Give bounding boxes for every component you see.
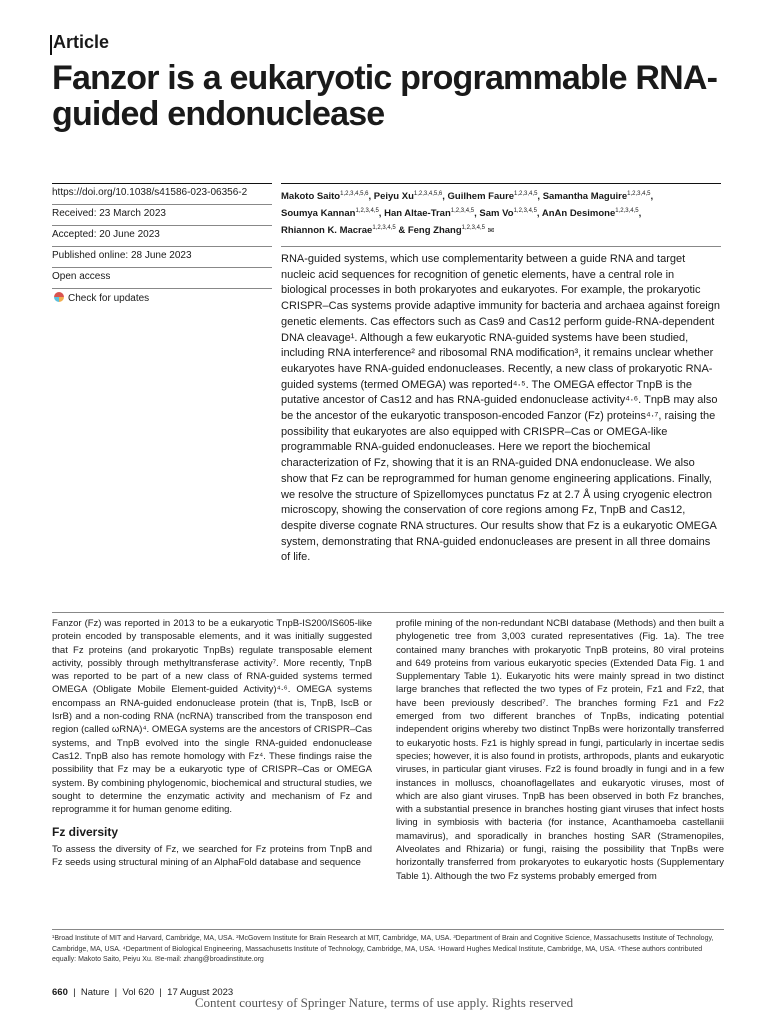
issue-date: 17 August 2023	[167, 987, 234, 998]
intro-paragraph: Fanzor (Fz) was reported in 2013 to be a eukaryotic TnpB-IS200/IS605-like protein encoded by transposable elements, and it was initially suggested that Fz proteins (and prokaryotic TnpBs) regulate transposable element activity, possibly through methyltransferase activity⁷. More recently, TnpB was reported to be part of a new class of RNA-guided systems termed OMEGA (Obligate Mobile Element-guided Activity)⁴·⁶. OMEGA systems encompass an RNA-guided endonuclease protein (that is, TnpB, IscB or IsrB) and a non-coding RNA (ncRNA) transcribed from the transposon end region (called ωRNA)⁴. OMEGA systems are the ancestors of CRISPR–Cas systems, and TnpB evolved into the single RNA-guided endonuclease Cas12. TnpB also has remote homology with Fz⁴. These findings raise the possibility that Fz may be a eukaryotic type of CRISPR–Cas or OMEGA system. By combining phylogenomic, biochemical and structural studies, we sought to determine the enzymatic activity and mechanism of Fz and reprogramme it for human genome editing.	[52, 618, 372, 816]
author[interactable]: Han Altae-Tran$^{1,2,3,4,5}$	[384, 208, 475, 220]
body-divider	[52, 612, 724, 613]
author[interactable]: Peiyu Xu$^{1,2,3,4,5,6}$	[373, 191, 443, 203]
article-label-rule	[50, 35, 52, 55]
affiliations-footnote: ¹Broad Institute of MIT and Harvard, Cambridge, MA, USA. ²McGovern Institute for Brain Research at MIT, Cambridge, MA, USA. ³Department of Brain and Cognitive Science, Massachusetts Institute of Technology, Cambridge, MA, USA. ⁴Department of Biological Engineering, Massachusetts Institute of Technology, Cambridge, MA, USA. ⁵Howard Hughes Medical Institute, Cambridge, MA, USA. ⁶These authors contributed equally: Makoto Saito, Peiyu Xu. ✉e-mail: zhang@broadinstitute.org	[52, 929, 724, 966]
section-heading: Fz diversity	[52, 825, 119, 840]
body-paragraph: profile mining of the non-redundant NCBI database (Methods) and then built a phylogenetic tree from 3,003 curated representatives (Fig. 1a). The tree contained many branches with prokaryotic TnpB proteins, 80 viral proteins and 649 proteins from various eukaryotic species (Extended Data Fig. 1 and Supplementary Table 1). Eukaryotic hits were mainly spread in two distinct large branches that reflected the two types of Fz protein, Fz1 and Fz2, that have been previously described⁷. The branches forming Fz1 and Fz2 emerged from two different branches of TnpBs, indicating potential independent origins whereby two distinct TnpBs were horizontally transferred to eukaryotic hosts. Fz1 is highly spread in fungi, particularly in incertae sedis species; however, it is also found in protists, arthropods, plants and eukaryotic viruses, in particular giant viruses. Fz2 is found broadly in fungi and in a few instances in molluscs, choanoflagellates and eukaryotic viruses, most of which are also giant viruses. TnpB has been observed in both Fz branches, with a substantial presence in branches hosting giant viruses that infect hosts living in symbiosis with bacteria (for instance, Acanthamoeba castellanii mamavirus), and sporadically in branches hosting SAR (Stramenopiles, Alveolates and Rhizaria) or fungi, raising the possibility that TnpBs were horizontally transferred from prokaryotes to eukaryotic hosts (Supplementary Table 1). Although the two Fz systems probably emerged from	[396, 618, 724, 882]
courtesy-watermark: Content courtesy of Springer Nature, terms of use apply. Rights reserved	[194, 995, 574, 1010]
author-list: Makoto Saito$^{1,2,3,4,5,6}$, Peiyu Xu$^{1,2,3,4,5,6}$, Guilhem Faure$^{1,2,3,4,5}$, Samantha Maguire$^{1,2,3,4,5}$, Soumya Kannan$^{1,2,3,4,5}$, Han Altae-Tran$^{1,2,3,4,5}$, Sam Vo$^{1,2,3,4,5}$, AnAn Desimone$^{1,2,3,4,5}$, Rhiannon K. Macrae$^{1,2,3,4,5}$ & Feng Zhang$^{1,2,3,4,5}$ ✉	[281, 183, 721, 238]
author[interactable]: Sam Vo$^{1,2,3,4,5}$	[479, 208, 537, 220]
author[interactable]: Feng Zhang$^{1,2,3,4,5}$	[407, 225, 486, 237]
section-paragraph: To assess the diversity of Fz, we searched for Fz proteins from TnpB and Fz seeds using structural mining of an AlphaFold database and sequence	[52, 843, 372, 869]
check-updates-label: Check for updates	[68, 293, 150, 304]
check-updates-icon	[54, 292, 64, 302]
article-label: Article	[53, 32, 110, 52]
author[interactable]: Soumya Kannan$^{1,2,3,4,5}$	[281, 208, 379, 220]
author[interactable]: Samantha Maguire$^{1,2,3,4,5}$	[542, 191, 651, 203]
author[interactable]: Rhiannon K. Macrae$^{1,2,3,4,5}$	[281, 225, 396, 237]
doi-link[interactable]: https://doi.org/10.1038/s41586-023-06356-2	[52, 183, 272, 204]
page-number: 660	[52, 987, 68, 998]
abstract-divider	[281, 246, 721, 247]
journal-name: Nature	[80, 987, 110, 998]
body-column-left	[52, 617, 372, 869]
article-meta	[52, 183, 272, 309]
volume: Vol 620	[122, 987, 155, 998]
body-column-right	[396, 617, 724, 883]
open-access-label: Open access	[52, 267, 272, 288]
abstract: RNA-guided systems, which use complementarity between a guide RNA and target nucleic acid sequences for recognition of genetic elements, have a central role in biological processes in both prokaryotes and eukaryotes. For example, the prokaryotic CRISPR–Cas systems provide adaptive immunity for bacteria and archaea against foreign genetic elements. Cas effectors such as Cas9 and Cas12 perform guide-RNA-dependent DNA cleavage¹. Although a few eukaryotic RNA-guided systems have been studied, including RNA interference² and ribosomal RNA modification³, it remains unclear whether eukaryotes have RNA-guided endonucleases. Recently, a new class of prokaryotic RNA-guided systems (termed OMEGA) was reported⁴·⁵. The OMEGA effector TnpB is the putative ancestor of Cas12 and has RNA-guided endonuclease activity⁴·⁶. TnpB may also be the ancestor of the eukaryotic transposon-encoded Fanzor (Fz) proteins⁴·⁷, raising the possibility that eukaryotes are also equipped with CRISPR–Cas or OMEGA-like programmable RNA-guided endonucleases. Here we report the biochemical characterization of Fz, showing that it is an RNA-guided DNA endonuclease. We also show that Fz can be reprogrammed for human genome engineering applications. Finally, we resolve the structure of Spizellomyces punctatus Fz at 2.7 Å using cryogenic electron microscopy, showing the conservation of core regions among Fz, TnpB and Cas12, despite diverse cognate RNA structures. Our results show that Fz is a eukaryotic OMEGA system, demonstrating that RNA-guided endonucleases are present in all three domains of life.	[281, 253, 720, 564]
published-date: Published online: 28 June 2023	[52, 246, 272, 267]
page-title: Fanzor is a eukaryotic programmable RNA-guided endonuclease	[52, 59, 718, 133]
received-date: Received: 23 March 2023	[52, 204, 272, 225]
author[interactable]: AnAn Desimone$^{1,2,3,4,5}$	[541, 208, 639, 220]
email-icon[interactable]: ✉	[487, 226, 495, 236]
author[interactable]: Makoto Saito$^{1,2,3,4,5,6}$	[281, 191, 369, 203]
author[interactable]: Guilhem Faure$^{1,2,3,4,5}$	[447, 191, 538, 203]
page-footer: 660 | Nature | Vol 620 | 17 August 2023	[52, 987, 234, 998]
check-updates-button[interactable]	[52, 288, 272, 309]
accepted-date: Accepted: 20 June 2023	[52, 225, 272, 246]
